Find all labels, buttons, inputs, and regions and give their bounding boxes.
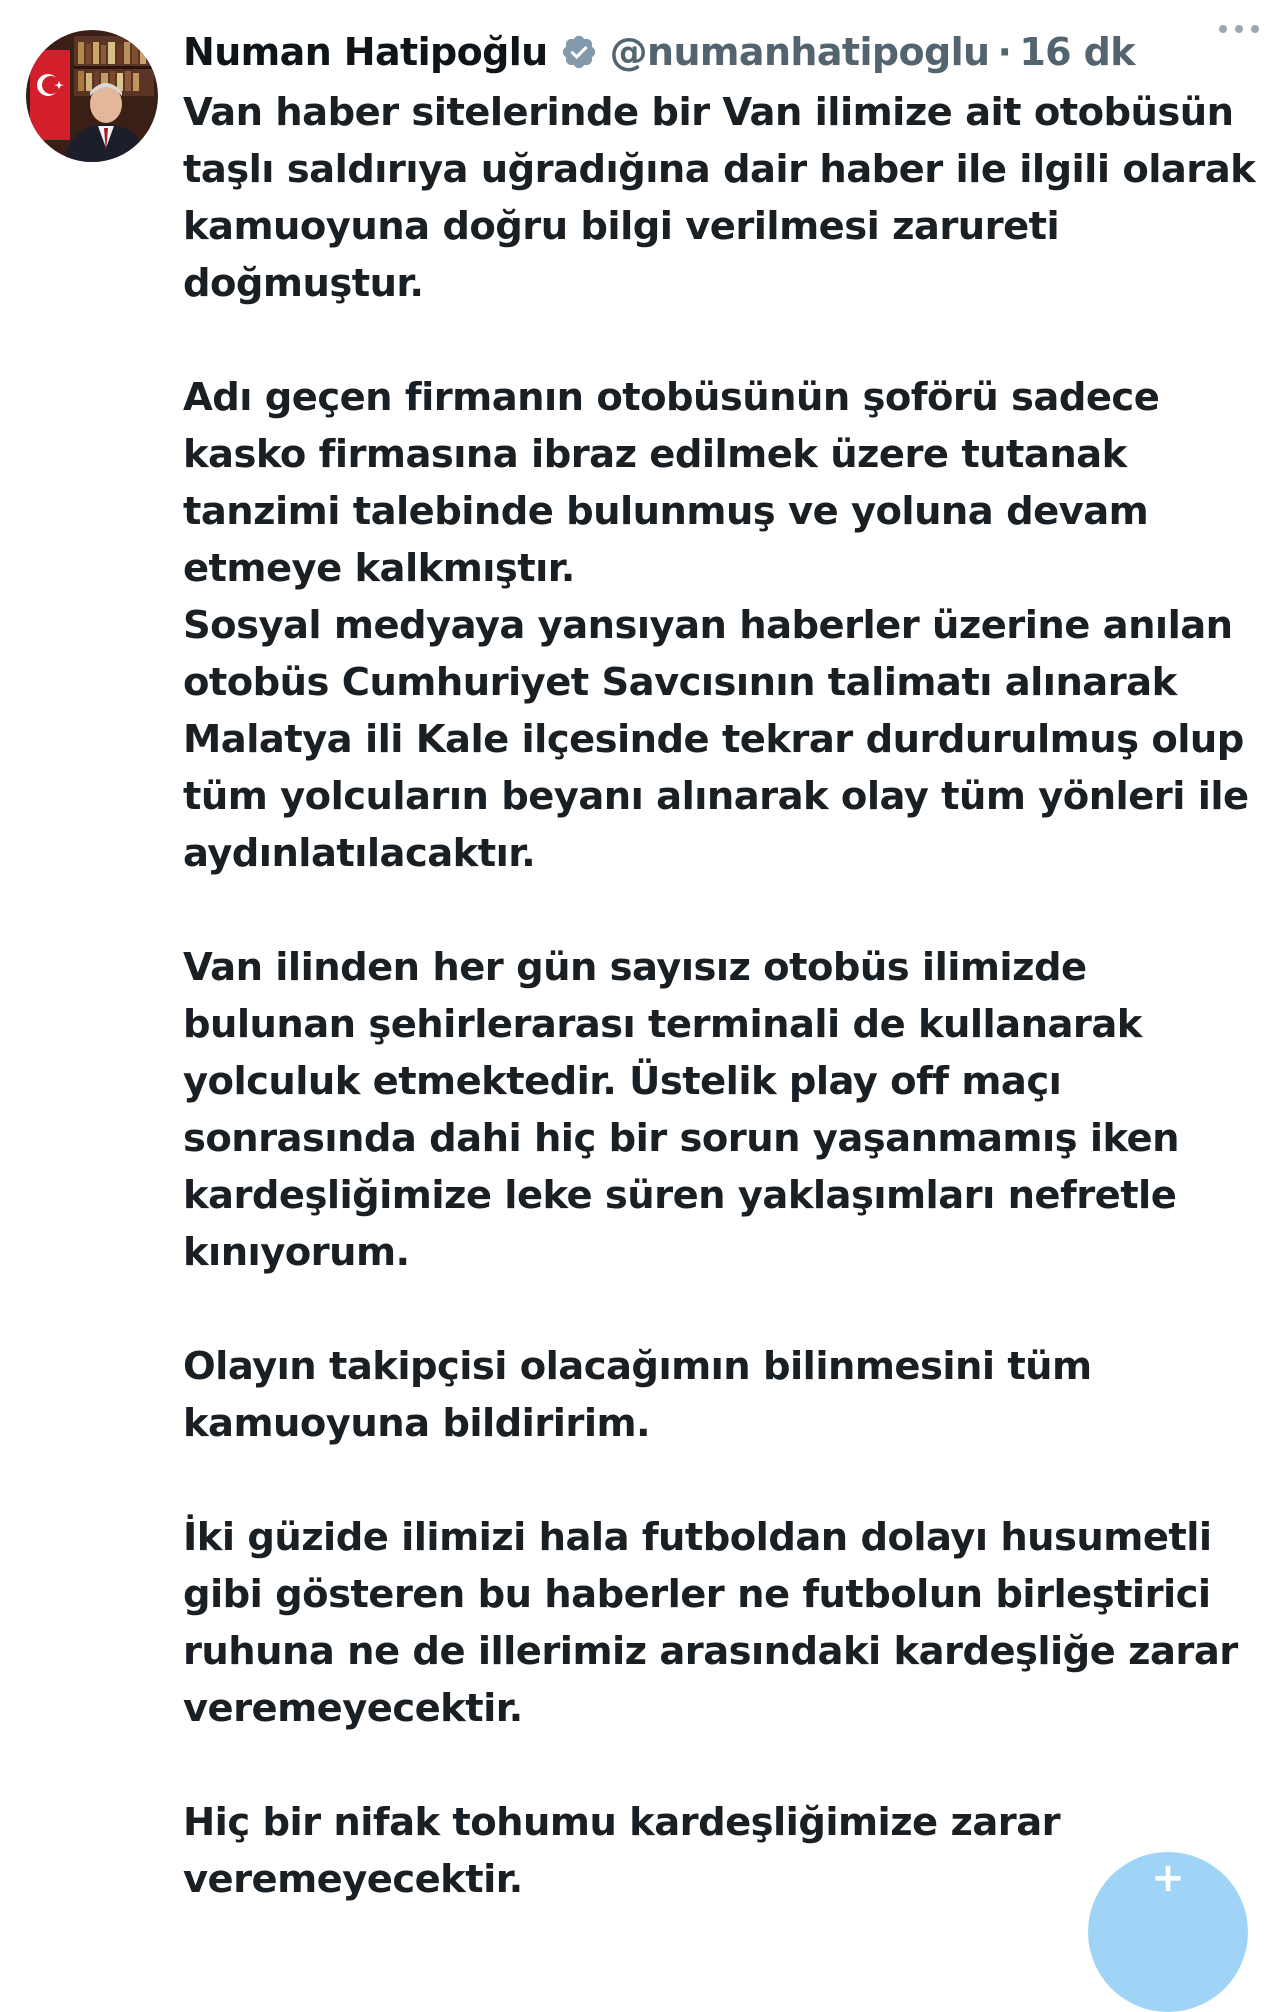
tweet-text-line: kamuoyuna doğru bilgi verilmesi zarureti [183,204,1060,249]
tweet-text-line: etmeye kalkmıştır. [183,546,575,591]
tweet-text-line: Hiç bir nifak tohumu kardeşliğimize zarar [183,1800,1061,1845]
compose-plus-icon: + [1151,1855,1185,1901]
tweet-header [183,22,1260,82]
tweet-paragraph [183,84,1263,312]
avatar[interactable] [26,30,158,162]
tweet-text-line: yolculuk etmektedir. Üstelik play off maçı [183,1059,1062,1104]
tweet-paragraph [183,1338,1263,1452]
tweet-text-line: kardeşliğimize leke süren yaklaşımları nefretle [183,1173,1177,1218]
tweet-text-line: kasko firmasına ibraz edilmek üzere tutanak [183,432,1127,477]
tweet-text-line: veremeyecektir. [183,1857,523,1902]
verified-badge-icon [560,33,598,71]
separator-dot: · [997,30,1012,74]
tweet-text-line: veremeyecektir. [183,1686,523,1731]
tweet-timestamp[interactable]: 16 dk [1019,30,1135,74]
tweet-text-line: otobüs Cumhuriyet Savcısının talimatı alınarak [183,660,1177,705]
tweet-text-line: İki güzide ilimizi hala futboldan dolayı husumetli [183,1515,1212,1560]
avatar-image [26,30,158,162]
tweet-text-line: aydınlatılacaktır. [183,831,536,876]
tweet-text-line: tanzimi talebinde bulunmuş ve yoluna devam [183,489,1149,534]
tweet-text-line: kınıyorum. [183,1230,410,1275]
tweet-text-line: ruhuna ne de illerimiz arasındaki kardeşliğe zarar [183,1629,1238,1674]
tweet-text-line: Van ilinden her gün sayısız otobüs ilimizde [183,945,1087,990]
tweet-text-line: gibi gösteren bu haberler ne futbolun birleştirici [183,1572,1211,1617]
tweet-text-line: Adı geçen firmanın otobüsünün şoförü sadece [183,375,1160,420]
tweet-text-line: Malatya ili Kale ilçesinde tekrar durdurulmuş olup [183,717,1244,762]
more-horizontal-icon[interactable] [1214,14,1264,44]
tweet-text-line: sonrasında dahi hiç bir sorun yaşanmamış iken [183,1116,1179,1161]
tweet-paragraph [183,369,1263,882]
tweet-text-line: kamuoyuna bildiririm. [183,1401,651,1446]
tweet-paragraph [183,1509,1263,1737]
tweet-text-line: taşlı saldırıya uğradığına dair haber ile ilgili olarak [183,147,1256,192]
tweet-text-line: tüm yolcuların beyanı alınarak olay tüm yönleri ile [183,774,1249,819]
tweet-text-line: Van haber sitelerinde bir Van ilimize ait otobüsün [183,90,1234,135]
tweet-text-line: Olayın takipçisi olacağımın bilinmesini tüm [183,1344,1092,1389]
tweet-text-line: bulunan şehirlerarası terminali de kullanarak [183,1002,1142,1047]
author-name[interactable]: Numan Hatipoğlu [183,30,548,74]
tweet-text-line: Sosyal medyaya yansıyan haberler üzerine anılan [183,603,1233,648]
tweet-text [183,84,1263,1965]
tweet-paragraph [183,939,1263,1281]
compose-button[interactable] [1088,1852,1248,2012]
author-handle[interactable]: @numanhatipoglu [609,30,990,74]
tweet-text-line: doğmuştur. [183,261,424,306]
